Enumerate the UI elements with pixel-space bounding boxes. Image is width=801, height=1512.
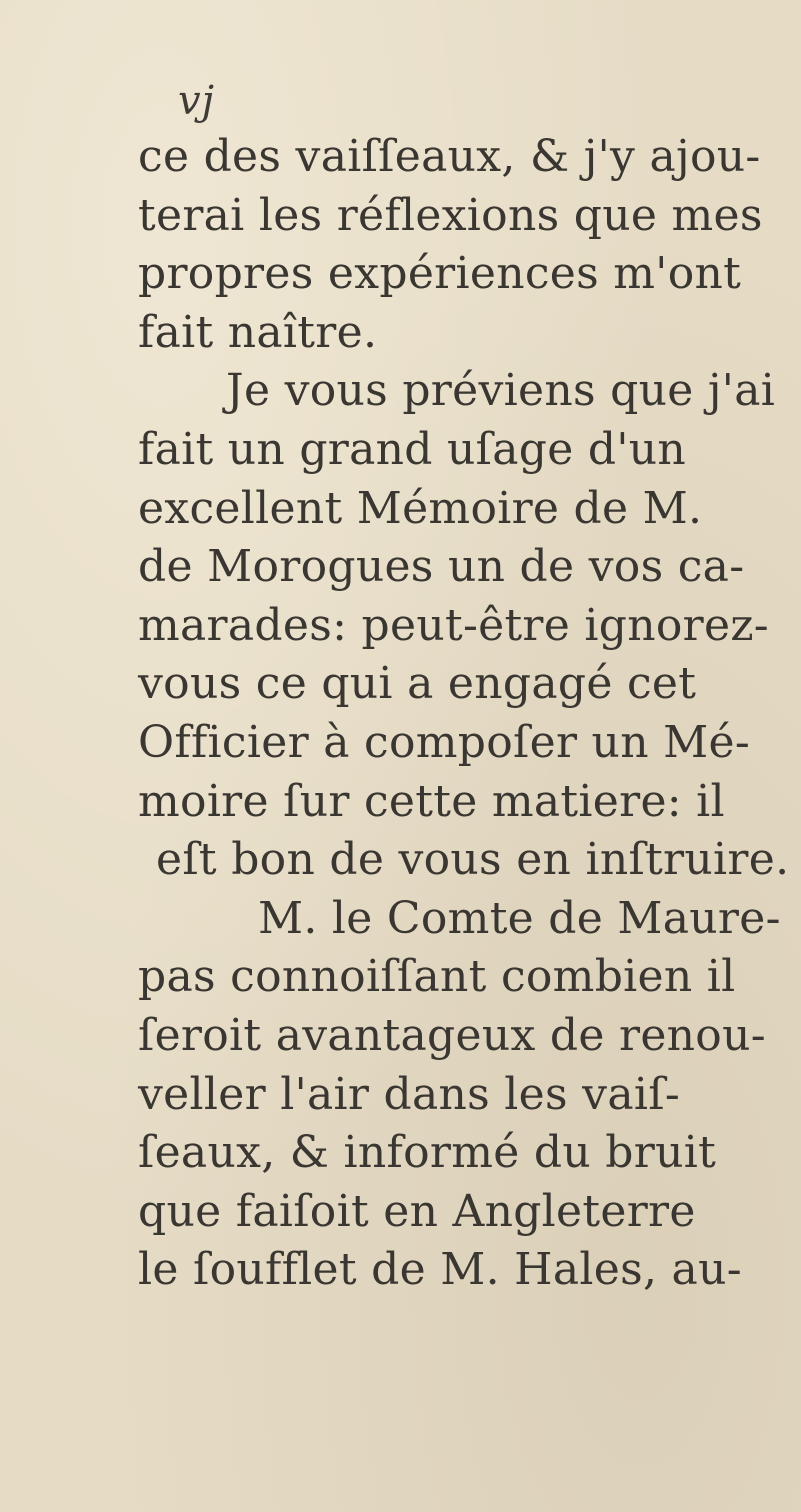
text-line: propres expériences m'ont <box>138 248 742 300</box>
paragraph-start-line: M. le Comte de Maure- <box>258 892 781 944</box>
text-line: ſeroit avantageux de renou- <box>138 1009 766 1061</box>
paragraph-start-line: Je vous préviens que j'ai <box>226 365 776 417</box>
text-line: Officier à compoſer un Mé- <box>138 716 750 768</box>
text-line: vous ce qui a engagé cet <box>138 658 697 710</box>
text-line: le ſoufflet de M. Hales, au- <box>138 1244 742 1296</box>
text-line: fait naître. <box>138 306 378 358</box>
text-line: marades: peut-être ignorez- <box>138 599 769 651</box>
text-line: fait un grand uſage d'un <box>138 423 687 475</box>
text-line: de Morogues un de vos ca- <box>138 541 745 593</box>
signature-mark: vj <box>178 78 215 124</box>
text-line: terai les réflexions que mes <box>138 189 763 241</box>
text-line: excellent Mémoire de M. <box>138 482 703 534</box>
text-line: eſt bon de vous en inſtruire. <box>156 834 790 886</box>
body-text <box>138 128 798 1300</box>
text-line: moire ſur cette matiere: il <box>138 775 725 827</box>
text-line: que faiſoit en Angleterre <box>138 1185 696 1237</box>
text-line: ſeaux, & informé du bruit <box>138 1127 717 1179</box>
text-line: pas connoiſſant combien il <box>138 951 736 1003</box>
text-line: ce des vaiſſeaux, & j'y ajou- <box>138 131 761 182</box>
text-line: veller l'air dans les vaiſ- <box>138 1068 680 1120</box>
